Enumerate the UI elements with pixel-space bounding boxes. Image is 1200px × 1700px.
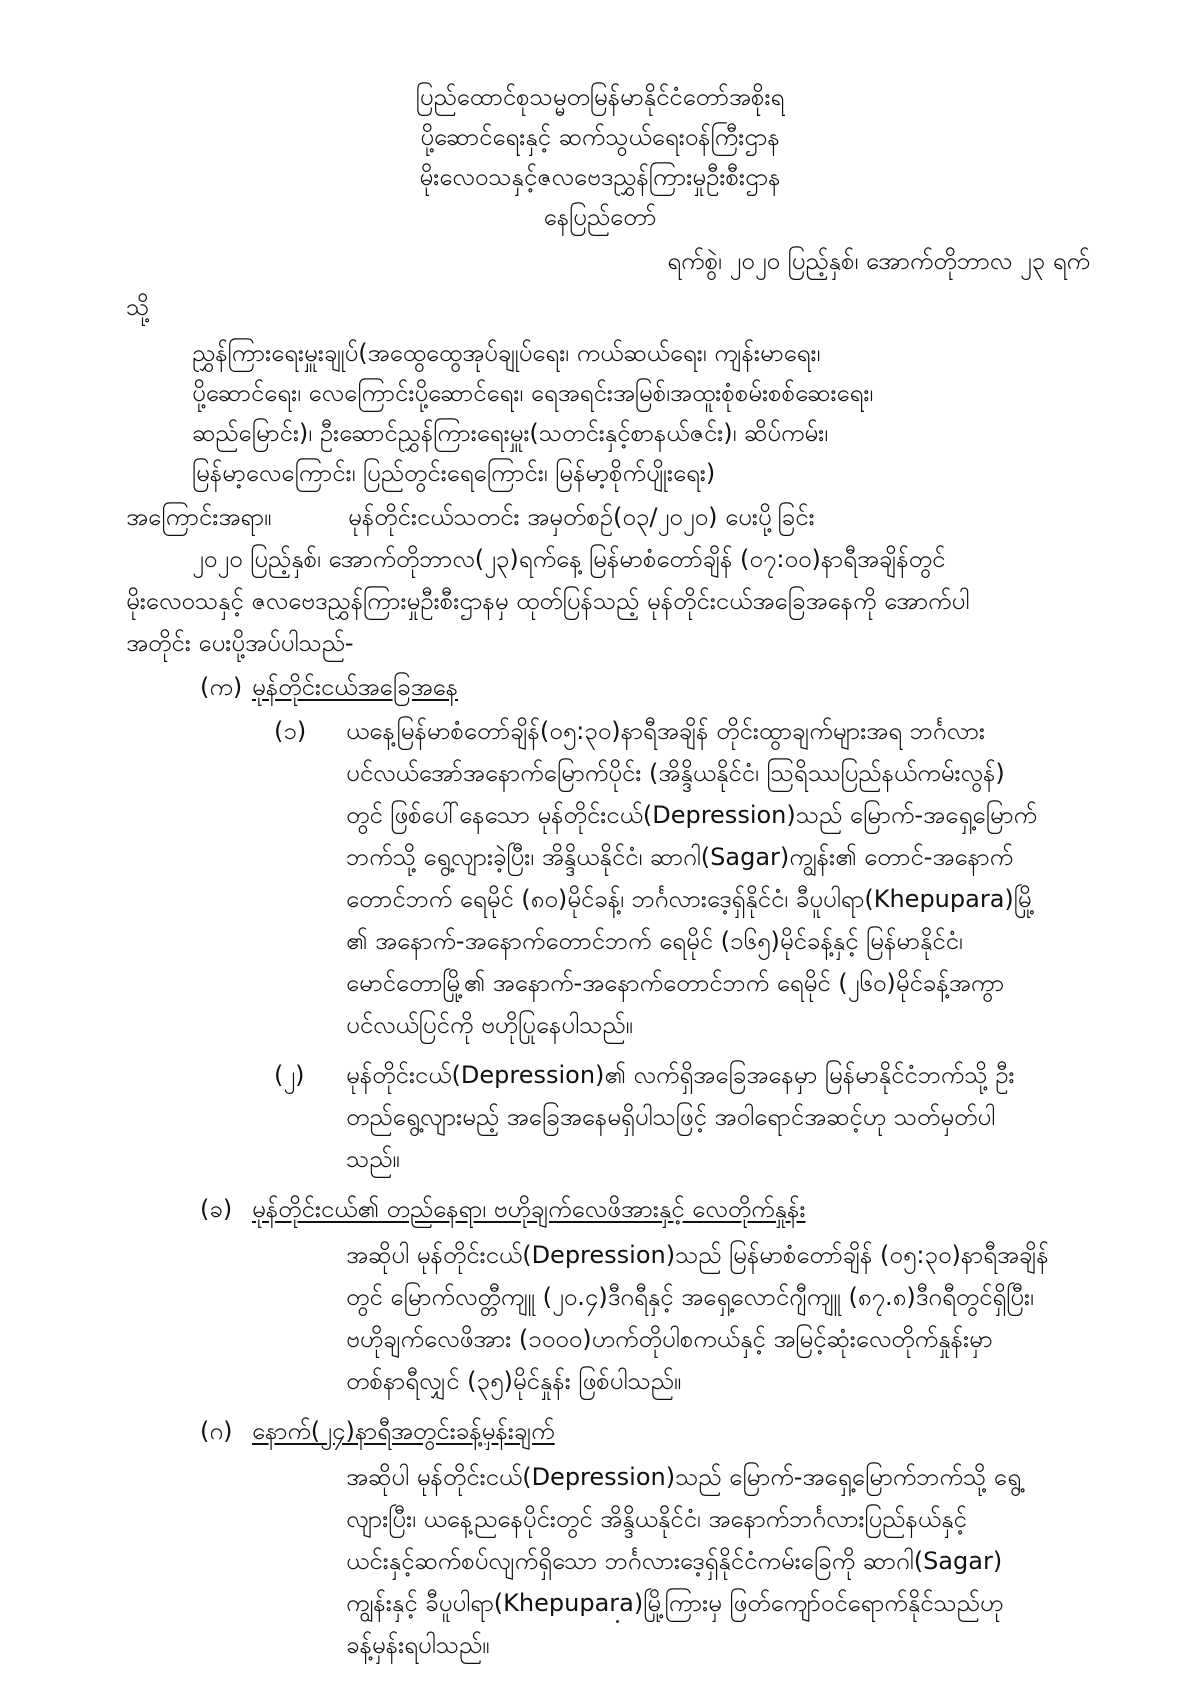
item-2-line: သည်။ — [346, 1145, 400, 1173]
recipient-line: မြန်မာ့လေကြောင်း၊ ပြည်တွင်းရေကြောင်း၊ မြန်မာ့စိုက်ပျိုးရေး) — [192, 459, 716, 487]
section-ga-line: ကျွန်းနှင့် ခီပူပါရာ(Khepupara)မြို့ကြားမှ ဖြတ်ကျော်ဝင်ရောက်နိုင်သည်ဟု — [346, 1589, 1004, 1617]
item-1-line: ယနေ့မြန်မာစံတော်ချိန်(၀၅:၃၀)နာရီအချိန် တိုင်းထွာချက်များအရ ဘင်္ဂလား — [346, 717, 985, 745]
section-ka-prefix: (က) — [200, 673, 243, 701]
item-1-line: တောင်ဘက် ရေမိုင် (၈၀)မိုင်ခန့်၊ ဘင်္ဂလားဒေ့ရှ်နိုင်ငံ၊ ခီပူပါရာ(Khepupara)မြို့ — [346, 885, 1036, 913]
item-1-line: ပင်လယ်ပြင်ကို ဗဟိုပြုနေပါသည်။ — [346, 1011, 633, 1039]
item-2-line: မုန်တိုင်းငယ်(Depression)၏ လက်ရှိအခြေအနေမှာ မြန်မာနိုင်ငံဘက်သို့ ဦး — [346, 1061, 1015, 1089]
section-ga-line: ယင်းနှင့်ဆက်စပ်လျက်ရှိသော ဘင်္ဂလားဒေ့ရှ်နိုင်ငံကမ်းခြေကို ဆာဂါ(Sagar) — [346, 1547, 1003, 1575]
section-kha-line: တစ်နာရီလျှင် (၃၅)မိုင်နှုန်း ဖြစ်ပါသည်။ — [346, 1367, 682, 1395]
section-ga-prefix: (ဂ) — [200, 1417, 233, 1445]
item-2-line: တည်ရွေ့လျားမည့် အခြေအနေမရှိပါသဖြင့် အဝါရောင်အဆင့်ဟု သတ်မှတ်ပါ — [346, 1103, 996, 1131]
section-kha-heading: မုန်တိုင်းငယ်၏ တည်နေရာ၊ ဗဟိုချက်လေဖိအားနှင့် လေတိုက်နှုန်း — [252, 1195, 806, 1223]
recipient-line: ပို့ဆောင်ရေး၊ လေကြောင်းပို့ဆောင်ရေး၊ ရေအရင်းအမြစ်၊အထူးစုံစမ်းစစ်ဆေးရေး၊ — [192, 379, 874, 407]
item-1-line: တွင် ဖြစ်ပေါ်နေသော မုန်တိုင်းငယ်(Depression)သည် မြောက်-အရှေ့မြောက် — [346, 801, 1037, 829]
item-2-number: (၂) — [274, 1061, 305, 1089]
section-kha-prefix: (ခ) — [200, 1195, 233, 1223]
section-ka-heading: မုန်တိုင်းငယ်အခြေအနေ — [252, 673, 459, 701]
item-1-line: မောင်တောမြို့၏ အနောက်-အနောက်တောင်ဘက် ရေမိုင် (၂၆၀)မိုင်ခန့်အကွာ — [346, 969, 1005, 997]
section-ga-line: ခန့်မှန်းရပါသည်။ — [346, 1631, 490, 1659]
intro-line: ၂၀၂၀ ပြည့်နှစ်၊ အောက်တိုဘာလ(၂၃)ရက်နေ့ မြန်မာစံတော်ချိန် (၀၇:၀၀)နာရီအချိန်တွင် — [192, 545, 946, 573]
subject-text: မုန်တိုင်းငယ်သတင်း အမှတ်စဉ်(၀၃/၂၀၂၀) ပေးပို့ခြင်း — [348, 503, 815, 531]
header-line-city: နေပြည်တော် — [543, 203, 657, 231]
header-date: ရက်စွဲ၊ ၂၀၂၀ ပြည့်နှစ်၊ အောက်တိုဘာလ ၂၃ ရက် — [667, 247, 1090, 275]
to-label: သို့ — [126, 293, 150, 321]
section-kha-line: တွင် မြောက်လတ္တီကျူ (၂၀.၄)ဒီဂရီနှင့် အရှေ့လောင်ဂျီကျူ (၈၇.၈)ဒီဂရီတွင်ရှိပြီး၊ — [346, 1283, 1034, 1311]
section-ga-heading: နောက်(၂၄)နာရီအတွင်းခန့်မှန်းချက် — [252, 1417, 555, 1445]
section-ga-line: လျားပြီး၊ ယနေ့ညနေပိုင်းတွင် အိန္ဒိယနိုင်ငံ၊ အနောက်ဘင်္ဂလားပြည်နယ်နှင့် — [346, 1505, 967, 1533]
item-1-line: ဘက်သို့ ရွေ့လျားခဲ့ပြီး၊ အိန္ဒိယနိုင်ငံ၊ ဆာဂါ(Sagar)ကျွန်း၏ တောင်-အနောက် — [346, 843, 1014, 871]
recipient-line: ညွှန်ကြားရေးမှူးချုပ်(အထွေထွေအုပ်ချုပ်ရေး၊ ကယ်ဆယ်ရေး၊ ကျန်းမာရေး၊ — [192, 339, 821, 367]
section-kha-line: ဗဟိုချက်လေဖိအား (၁၀၀၀)ဟက်တိုပါစကယ်နှင့် အမြင့်ဆုံးလေတိုက်နှုန်းမှာ — [346, 1325, 993, 1353]
subject-label: အကြောင်းအရာ။ — [126, 503, 272, 531]
header-line-government: ပြည်ထောင်စုသမ္မတမြန်မာနိုင်ငံတော်အစိုးရ — [415, 83, 785, 111]
section-kha-line: အဆိုပါ မုန်တိုင်းငယ်(Depression)သည် မြန်မာစံတော်ချိန် (၀၅:၃၀)နာရီအချိန် — [346, 1241, 1049, 1269]
item-1-line: ၏ အနောက်-အနောက်တောင်ဘက် ရေမိုင် (၁၆၅)မိုင်ခန့်နှင့် မြန်မာနိုင်ငံ၊ — [346, 927, 963, 955]
recipient-line: ဆည်မြောင်း)၊ ဦးဆောင်ညွှန်ကြားရေးမှူး(သတင်းနှင့်စာနယ်ဇင်း)၊ ဆိပ်ကမ်း၊ — [192, 419, 828, 447]
header-line-ministry: ပို့ဆောင်ရေးနှင့် ဆက်သွယ်ရေးဝန်ကြီးဌာန — [420, 123, 780, 151]
item-1-number: (၁) — [274, 717, 307, 745]
item-1-line: ပင်လယ်အော်အနောက်မြောက်ပိုင်း (အိန္ဒိယနိုင်ငံ၊ ဩရိဿပြည်နယ်ကမ်းလွန်) — [346, 759, 1005, 787]
intro-line: အတိုင်း ပေးပို့အပ်ပါသည်- — [126, 629, 354, 657]
intro-line: မိုးလေဝသနှင့် ဇလဗေဒညွှန်ကြားမှုဦးစီးဌာနမှ ထုတ်ပြန်သည့် မုန်တိုင်းငယ်အခြေအနေကို အောက်ပါ — [126, 587, 970, 615]
section-ga-line: အဆိုပါ မုန်တိုင်းငယ်(Depression)သည် မြောက်-အရှေ့မြောက်ဘက်သို့ ရွေ့ — [346, 1463, 1021, 1491]
header-line-department: မိုးလေဝသနှင့်ဇလဗေဒညွှန်ကြားမှုဦးစီးဌာန — [419, 163, 781, 191]
scan-speck — [616, 1620, 619, 1623]
